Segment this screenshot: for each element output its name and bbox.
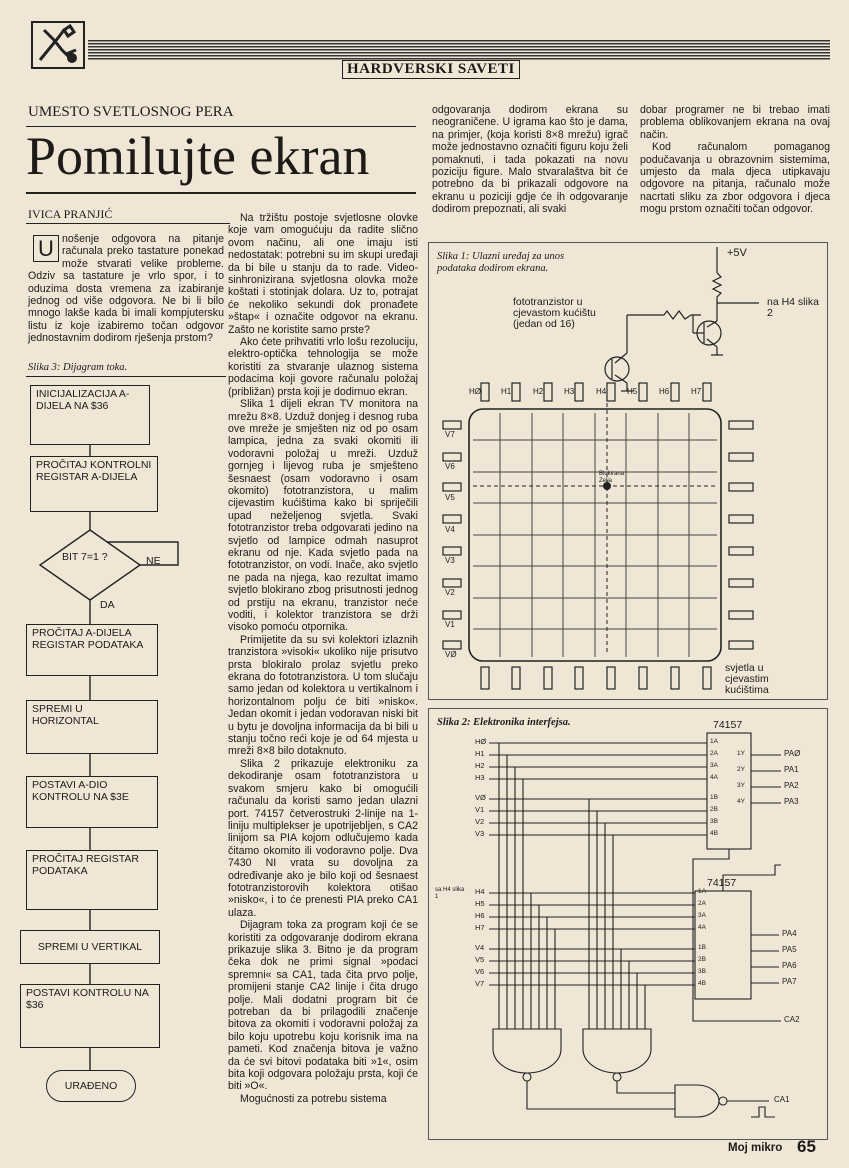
fig1-output: na H4 slika 2: [767, 296, 819, 319]
fig2-pin-4a: 4A: [710, 774, 718, 781]
fig2-pin2-2a: 2A: [698, 900, 706, 907]
fig1-v2: V2: [445, 588, 455, 597]
fig2-in-h0: HØ: [475, 737, 487, 746]
fig2-in-h5: H5: [475, 899, 485, 908]
rule-bottom: [26, 192, 416, 194]
fig2-pin2-3b: 3B: [698, 968, 706, 975]
fig2-pin-2a: 2A: [710, 750, 718, 757]
fig2-pin2-1b: 1B: [698, 944, 706, 951]
footer-magazine: Moj mikro: [728, 1142, 783, 1154]
fig2-in-h6: H6: [475, 911, 485, 920]
fig2-in-h7: H7: [475, 923, 485, 932]
fig2-pin2-4b: 4B: [698, 980, 706, 987]
fig2-out-pa7: PA7: [782, 977, 797, 986]
page-title: Pomilujte ekran: [26, 126, 370, 186]
fig2-pin-2y: 2Y: [737, 766, 745, 773]
fig1-vcc: +5V: [727, 247, 747, 259]
column-4: dobar programer ne bi trebao imati problema oblikovanjem ekrana na ovaj način. Kod računalom pomaganog podučavanja u obrazovnim sistemima, umjesto da mala djeca utipkavaju odgovore na pitanja, računalo može nacrtati sliku za zbor odgovora i djeca mogu prstom označiti točan odgovor.: [640, 104, 830, 216]
fig2-out-pa1: PA1: [784, 765, 799, 774]
author: IVICA PRANJIĆ: [28, 207, 113, 221]
flow-step-read-control: PROČITAJ KONTROLNI REGISTAR A-DIJELA: [30, 456, 158, 512]
fig2-in-h4: H4: [475, 887, 485, 896]
fig2-in-h3: H3: [475, 773, 485, 782]
fig1-v4: V4: [445, 525, 455, 534]
flow-step-store-v: SPREMI U VERTIKAL: [20, 930, 160, 964]
fig1-v6: V6: [445, 462, 455, 471]
fig2-pin-3b: 3B: [710, 818, 718, 825]
fig1-h7: H7: [691, 387, 702, 396]
flow-no-label: NE: [146, 555, 161, 567]
fig2-in-v2: V2: [475, 817, 485, 826]
fig2-in-v5: V5: [475, 955, 485, 964]
fig2-ca1: CA1: [774, 1095, 790, 1104]
figure-2-caption: Slika 2: Elektronika interfejsa.: [437, 717, 571, 728]
fig2-in-v6: V6: [475, 967, 485, 976]
fig2-out-pa4: PA4: [782, 929, 797, 938]
fig2-in-v4: V4: [475, 943, 485, 952]
fig2-note: sa H4 slika 1: [435, 887, 465, 900]
fig2-pin-4y: 4Y: [737, 798, 745, 805]
intro-text: nošenje odgovora na pitanje računala preko tastature ponekad može stvarati velike probleme. Odziv sa tastature je vrlo spor, i to oduzima dosta vremena za izabiranje jednog od više odgovora. Ne bi li bilo mnogo lakše kada bi imali kompjutersku listu iz koje izabiremo točan odgovor jednostavnim dodirom rješenja prstom?: [28, 233, 224, 345]
fig2-out-pa0: PAØ: [784, 749, 801, 758]
flow-step-read-data: PROČITAJ A-DIJELA REGISTAR PODATAKA: [26, 624, 158, 676]
fig1-h6: H6: [659, 387, 670, 396]
fig1-v7: V7: [445, 430, 455, 439]
page-number: 65: [797, 1137, 816, 1156]
flow-step-init: INICIJALIZACIJA A-DIJELA NA $36: [30, 385, 150, 445]
figure-1: [428, 242, 828, 700]
flow-decision: BIT 7=1 ?: [62, 551, 108, 563]
caption-rule: [26, 376, 226, 377]
fig1-h2: H2: [533, 387, 544, 396]
fig1-v0: VØ: [445, 650, 457, 659]
tools-icon: [30, 20, 86, 70]
fig1-touch-label: Blokirana Zelja: [599, 471, 625, 484]
fig2-pin-1a: 1A: [710, 738, 718, 745]
fig1-h4: H4: [596, 387, 607, 396]
flow-step-set-control: POSTAVI A-DIO KONTROLU NA $3E: [26, 776, 158, 828]
column-2: Na tržištu postoje svjetlosne olovke koje vam omogućuju da radite slično ovom načinu, ali one imaju isti nedostatak: potrebni su im skupi uređaji da bi bile u stanju da to rade. Video-sinhronizirana svjetlosna olovka može koštati i stotinjak dolara. Uz to, potrajat će nekoliko sekundi dok pronađete »štap« i označite odgovor na ekranu. Zašto ne koristite samo prste? Ako ćete prihvatiti vrlo lošu rezoluciju, elektro-optička tehnologija se može koristiti za stvaranje ulaznog sistema podacima koji govore računalu položaj (približan) prsta koji je dodirnuo ekran. Slika 1 dijeli ekran TV monitora na mrežu 8×8. Uzduž donjeg i desnog ruba ove mreže je smješten niz od po osam lampica, jedna za svaki okomiti ili vodoravni položaj u mreži. Uzduž gornjeg i lijevog ruba je smješteno šesnaest (osam vodoravno i osam okomito) fototranzistora, u malim cijevastim kućištima kako bi spriječili upad neželjenog svjetla. Svaki fototranzistor treba odgovarati jedino na svjetlo od lampice odmah nasuprot ekranu od nje. Kada svjetlo pada na fototranzistor, on vodi. Inače, ako svjetlo ne pada na njega, kao rezultat imamo svjetlo blokirano zbog prisutnosti jednog od prstiju na ekranu, tranzistor neće voditi, i kolektor tranzistora se drži visoko pomoću otpornika. Primijetite da su svi kolektori izlaznih tranzistora »visoki« ukoliko nije prisutvo prsta blokiralo prolaz svjetlu preko ekrana do fototranzistora. U tom slučaju samo jedan od kolektora u vertikalnom i horizontalnom polju će biti »nisko«. Jedan okomit i jedan vodoravan niski bit u bytu je dovoljna informacija da bi bili u stanju točno reći koje je od 64 mjesta u mreži 8×8 bilo dotaknuto. Slika 2 prikazuje elektroniku za dekodiranje osam fototranzistora u svakom smjeru kako bi omogućili računalu da koristi samo jedan ulazni port. 74157 četverostruki 2-linije na 1-liniju multiplekser je upotrijebljen, s CA2 linijom sa PIA kojom odlučujemo kada čitamo okomito ili vodoravno polje. Dva 7430 NI vrata su dovoljna za određivanje ako je bilo koji od šesnaest fototranzistorovih kolektora otišao »nisko«, i to će prenesti PIA preko CA1 ulaza. Dijagram toka za program koji će se koristiti za odgovaranje dodirom ekrana prikazuje slika 3. Bitno je da program čeka dok ne primi signal »podaci spremni« sa CA1, tada čita prvo polje, promijeni stanje CA2 linije i čita drugo polje. Mali dodatni program bit će potreban da bi prilagodili značenje bitova za okomiti i vodoravni položaj za bilo koju upotrebu koju korisnik ima na pameti. Kod značenja bitova je važno da će svi bitovi podataka biti »1«, osim bita koji odgovara položaju prsta, koji će biti »O«. Mogućnosti za potrebu sistema: [228, 212, 418, 1105]
fig2-in-v1: V1: [475, 805, 485, 814]
fig2-pin2-3a: 3A: [698, 912, 706, 919]
flow-yes-label: DA: [100, 599, 115, 611]
header-stripes: [88, 40, 830, 60]
fig2-pin2-1a: 1A: [698, 888, 706, 895]
flowchart-caption: Slika 3: Dijagram toka.: [28, 362, 128, 373]
figure-1-caption: Slika 1: Ulazni uređaj za unos podataka dodirom ekrana.: [437, 251, 565, 274]
fig2-pin-2b: 2B: [710, 806, 718, 813]
fig2-pin2-4a: 4A: [698, 924, 706, 931]
fig1-lamps-label: svjetla u cjevastim kućištima: [725, 662, 769, 696]
fig1-v3: V3: [445, 556, 455, 565]
fig2-pin2-2b: 2B: [698, 956, 706, 963]
fig2-in-h1: H1: [475, 749, 485, 758]
fig2-pin-3y: 3Y: [737, 782, 745, 789]
fig2-in-v7: V7: [475, 979, 485, 988]
fig1-h3: H3: [564, 387, 575, 396]
figure-2: [428, 708, 828, 1140]
author-rule: [26, 223, 230, 224]
fig2-pin-1b: 1B: [710, 794, 718, 801]
fig2-in-v3: V3: [475, 829, 485, 838]
flow-step-store-h: SPREMI U HORIZONTAL: [26, 700, 158, 754]
fig1-h1: H1: [501, 387, 512, 396]
fig2-out-pa2: PA2: [784, 781, 799, 790]
kicker: UMESTO SVETLOSNOG PERA: [28, 104, 234, 120]
fig1-h0: HØ: [469, 387, 481, 396]
flow-step-reset: POSTAVI KONTROLU NA $36: [20, 984, 160, 1048]
fig2-out-pa5: PA5: [782, 945, 797, 954]
fig2-out-pa6: PA6: [782, 961, 797, 970]
flow-end: URAĐENO: [46, 1070, 136, 1102]
fig1-v1: V1: [445, 620, 455, 629]
drop-cap: U: [33, 235, 59, 262]
fig2-out-pa3: PA3: [784, 797, 799, 806]
fig1-h5: H5: [627, 387, 638, 396]
fig2-pin-3a: 3A: [710, 762, 718, 769]
fig2-pin-4b: 4B: [710, 830, 718, 837]
flow-step-read-reg: PROČITAJ REGISTAR PODATAKA: [26, 850, 158, 910]
fig1-phototransistor-label: fototranzistor u cjevastom kućištu (jedan od 16): [513, 296, 596, 330]
fig2-pin-1y: 1Y: [737, 750, 745, 757]
fig2-in-h2: H2: [475, 761, 485, 770]
fig2-chip2: 74157: [707, 877, 737, 889]
fig2-ca2: CA2: [784, 1015, 800, 1024]
column-3: odgovaranja dodirom ekrana su neograničene. U igrama kao što je dama, na primjer, (koja koristi 8×8 mrežu) igrač može jednostavno označiti figuru koju želi pomaknuti, i tada pokazati na novu poziciju figure. Malo stvaralaštva bit će potrebno da bi prikazali odgovore na ekranu u poziciji gdje će ih odgovaranje dodirom prepoznati, ali svaki: [432, 104, 628, 216]
header-logo: [30, 20, 86, 70]
fig2-chip1: 74157: [713, 719, 743, 731]
fig1-v5: V5: [445, 493, 455, 502]
fig2-in-v0: VØ: [475, 793, 486, 802]
section-label: HARDVERSKI SAVETI: [342, 60, 520, 79]
